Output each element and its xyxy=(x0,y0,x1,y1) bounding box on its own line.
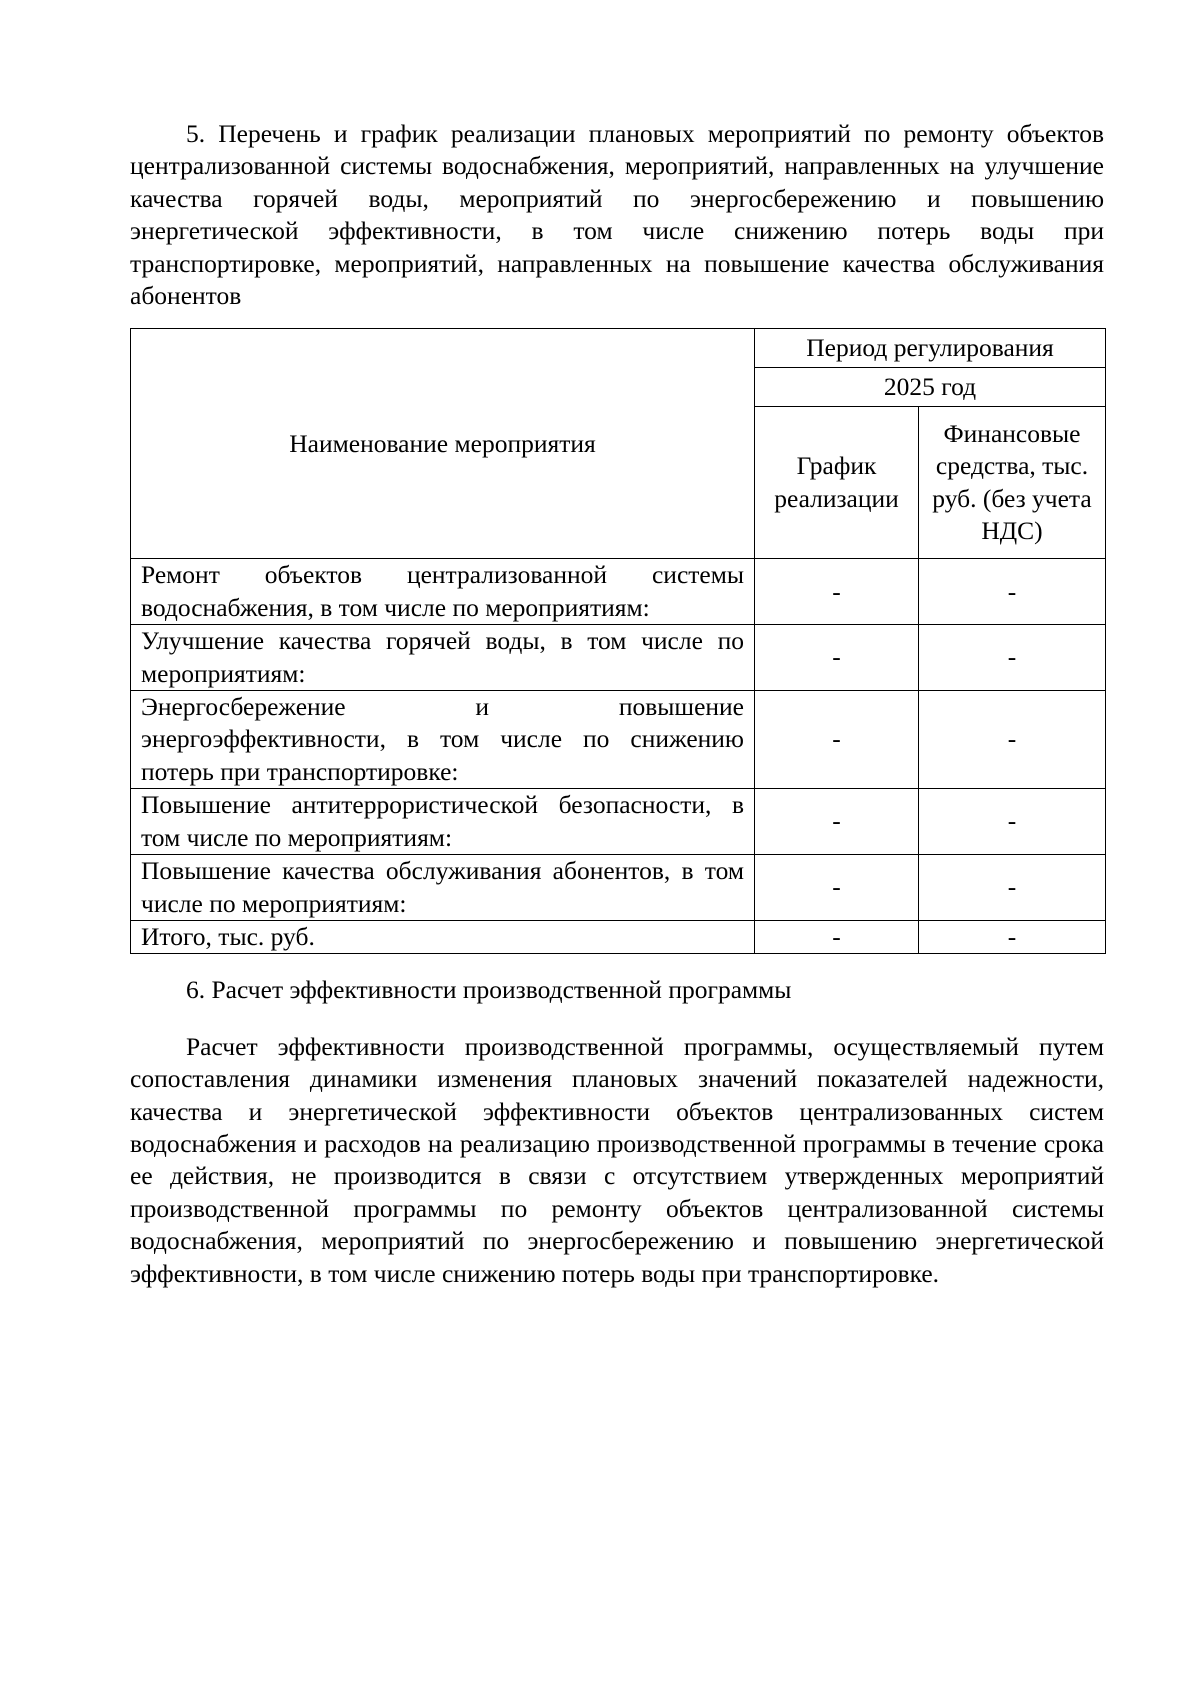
row-name: Повышение антитеррористической безопасности, в том числе по мероприятиям: xyxy=(131,789,755,855)
row-finance: - xyxy=(919,789,1106,855)
measures-table xyxy=(130,328,1106,954)
row-schedule: - xyxy=(755,691,919,789)
row-name: Повышение качества обслуживания абонентов, в том числе по мероприятиям: xyxy=(131,855,755,921)
row-schedule: - xyxy=(755,625,919,691)
row-finance: - xyxy=(919,625,1106,691)
row-schedule: - xyxy=(755,855,919,921)
table-row xyxy=(131,855,1106,921)
row-schedule: - xyxy=(755,559,919,625)
row-finance: - xyxy=(919,559,1106,625)
row-finance: - xyxy=(919,691,1106,789)
section-6-body: Расчет эффективности производственной программы, осуществляемый путем сопоставления динамики изменения плановых значений показателей надежности, качества и энергетической эффективности объектов централизованных систем водоснабжения и расходов на реализацию производственной программы в течение срока ее действия, не производится в связи с отсутствием утвержденных мероприятий производственной программы по ремонту объектов централизованной системы водоснабжения, мероприятий по энергосбережению и повышению энергетической эффективности, в том числе снижению потерь воды при транспортировке. xyxy=(130,1031,1104,1288)
row-finance: - xyxy=(919,855,1106,921)
total-schedule: - xyxy=(755,920,919,953)
total-finance: - xyxy=(919,920,1106,953)
table-row xyxy=(131,789,1106,855)
table-total-row xyxy=(131,920,1106,953)
document-page xyxy=(130,118,1104,1290)
total-name: Итого, тыс. руб. xyxy=(131,920,755,953)
row-schedule: - xyxy=(755,789,919,855)
section-6-title: 6. Расчет эффективности производственной программы xyxy=(186,975,792,1005)
table-row xyxy=(131,625,1106,691)
header-schedule: График реализации xyxy=(755,407,919,559)
table-row xyxy=(131,691,1106,789)
header-year: 2025 год xyxy=(755,368,1106,407)
section-5-title: 5. Перечень и график реализации плановых мероприятий по ремонту объектов централизованной системы водоснабжения, мероприятий, направленных на улучшение качества горячей воды, мероприятий по энергосбережению и повышению энергетической эффективности, в том числе снижению потерь воды при транспортировке, мероприятий, направленных на повышение качества обслуживания абонентов xyxy=(130,119,1104,311)
header-finance: Финансовые средства, тыс. руб. (без учета НДС) xyxy=(919,407,1106,559)
row-name: Ремонт объектов централизованной системы водоснабжения, в том числе по мероприятиям: xyxy=(131,559,755,625)
table-row xyxy=(131,559,1106,625)
header-name: Наименование мероприятия xyxy=(131,329,755,559)
row-name: Энергосбережение и повышение энергоэффективности, в том числе по снижению потерь при транспортировке: xyxy=(131,691,755,789)
header-period: Период регулирования xyxy=(755,329,1106,368)
row-name: Улучшение качества горячей воды, в том числе по мероприятиям: xyxy=(131,625,755,691)
